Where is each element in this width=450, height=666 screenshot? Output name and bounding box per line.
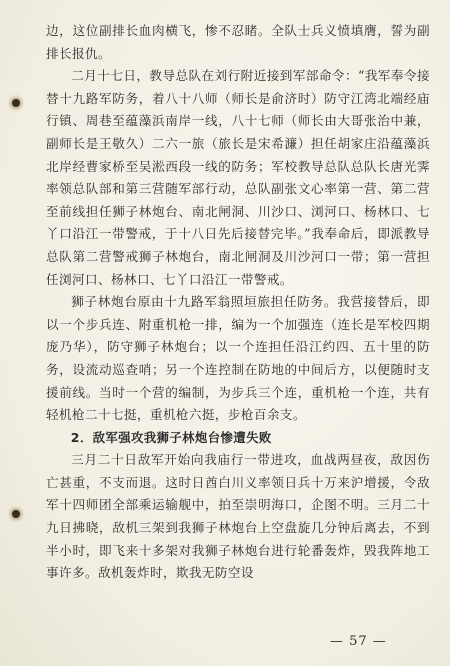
paragraph: 三月二十日敌军开始向我庙行一带进攻，血战两昼夜，敌因伤亡甚重，不支而退。这时日酋白川义率领日兵十万来沪增援，令敌军十四师团全部乘运输舰中，拍至崇明海口，企图不明。三月二十九日拂晓，敌机三架到我狮子林炮台上空盘旋几分钟后离去，不到半小时，即飞来十多架对我狮子林炮台进行轮番轰炸，毁我阵地工事许多。敌机轰炸时，欺我无防空设 xyxy=(46,452,430,581)
binding-hole xyxy=(12,510,20,518)
paragraph: 二月十七日，教导总队在刘行附近接到军部命令：“我军奉令接替十九路军防务，着八十八师（师长是俞济时）防守江湾北端经庙行镇、周巷至蕴藻浜南岸一线，八十七师（师长由大哥张治中兼，副师长是王敬久）二六一旅（旅长是宋希濂）担任胡家庄沿蕴藻浜北岸经曹家桥至吴淞西段一线的防务；军校教导总队总队长唐光霁率领总队部和第三营随军部行动，总队副张文心率第一营、第二营至前线担任狮子林炮台、南北闸洞、川沙口、浏河口、杨林口、七丫口沿江一带警戒，于十八日先后接替完毕。”我奉命后，即派教导总队第二营警戒狮子林炮台，南北闸洞及川沙河口一带；第一营担任浏河口、杨林口、七丫口沿江一带警戒。 xyxy=(46,68,430,287)
paragraph: 狮子林炮台原由十九路军翁照垣旅担任防务。我营接替后，即以一个步兵连、附重机枪一排，编为一个加强连（连长是军校四期庞乃华），防守狮子林炮台；以一个连担任沿江约四、五十里的防务，设流动巡查哨；另一个连控制在防地的中间后方，以便随时支援前线。当时一个营的编制，为步兵三个连，重机枪一个连，共有轻机枪二十七挺，重机枪六挺，步枪百余支。 xyxy=(46,294,430,423)
page-number: — 57 — xyxy=(330,634,387,649)
paragraph: 边，这位副排长血肉横飞，惨不忍睹。全队士兵义愤填膺，誓为副排长报仇。 xyxy=(46,23,430,61)
section-heading: 2．敌军强攻我狮子林炮台惨遭失败 xyxy=(70,429,272,445)
binding-hole xyxy=(12,99,20,107)
body-text xyxy=(46,20,430,585)
